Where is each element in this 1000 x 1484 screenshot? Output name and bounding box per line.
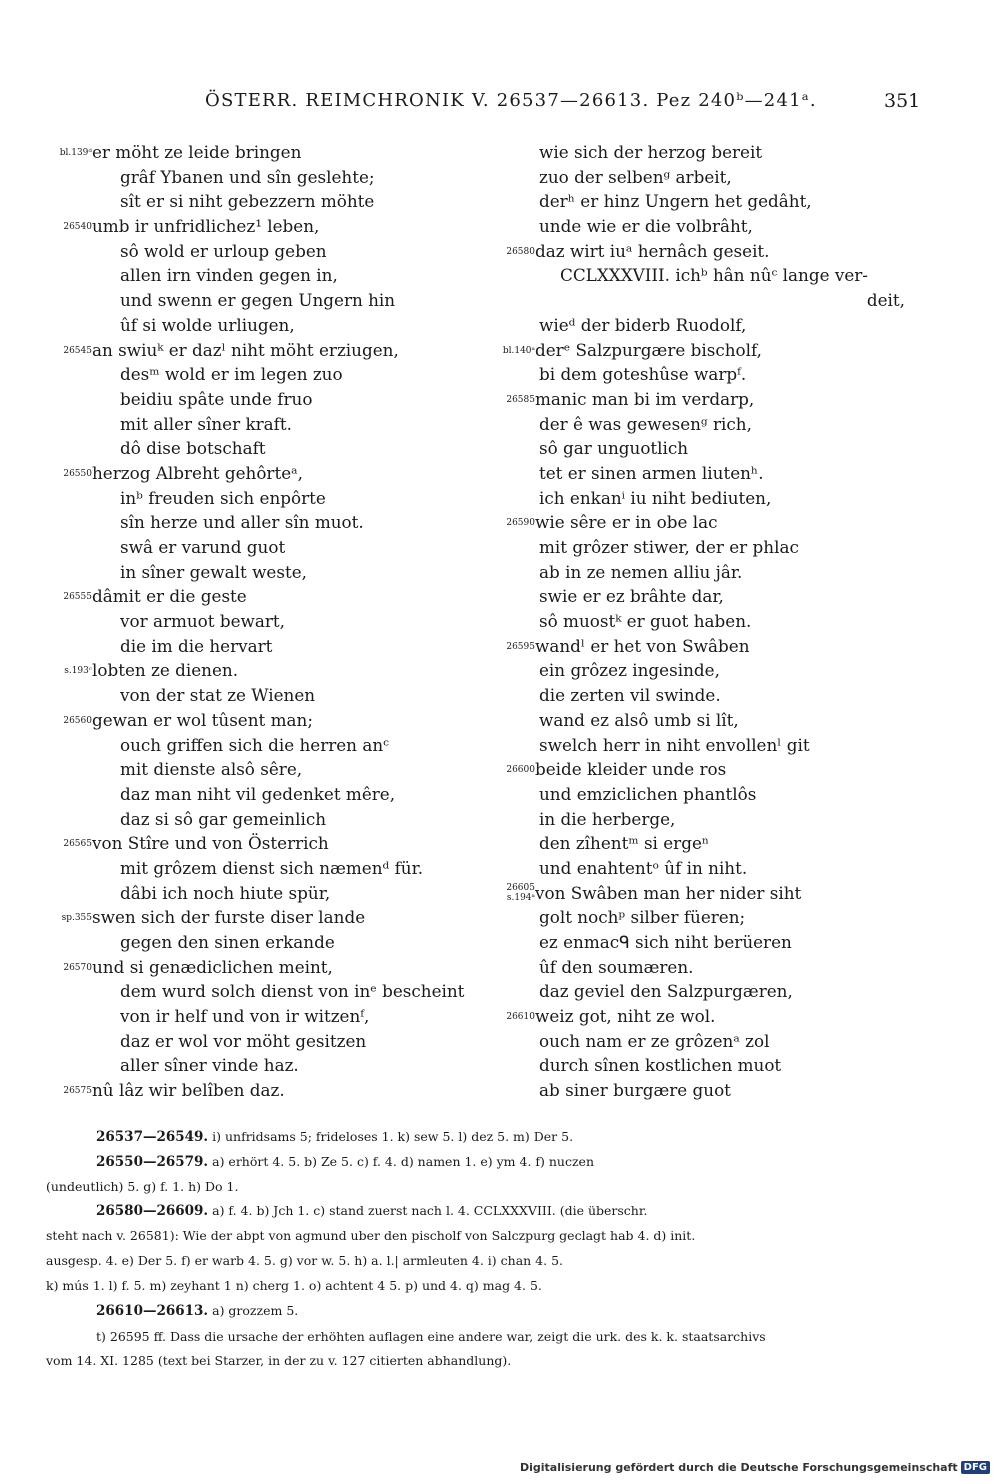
line-marker: sp.355 bbox=[61, 913, 92, 924]
verse-text: derʰ er hinz Ungern het gedâht, bbox=[539, 191, 812, 212]
line-marker: 26550 bbox=[63, 468, 92, 479]
apparatus-line bbox=[46, 1249, 910, 1274]
verse-text: ich enkanⁱ iu niht bediuten, bbox=[539, 487, 772, 508]
verse-line bbox=[30, 535, 480, 560]
verse-text: von der stat ze Wienen bbox=[120, 685, 316, 706]
verse-text: swelch herr in niht envollenˡ git bbox=[539, 734, 810, 755]
verse-line bbox=[495, 214, 925, 239]
verse-line bbox=[495, 288, 925, 313]
verse-text: wand ez alsô umb si lît, bbox=[539, 709, 739, 730]
apparatus-line bbox=[46, 1125, 910, 1150]
verse-text: golt nochᵖ silber füeren; bbox=[539, 907, 746, 928]
verse-text: beidiu spâte unde fruo bbox=[120, 388, 313, 409]
verse-line bbox=[30, 634, 480, 659]
verse-line bbox=[30, 387, 480, 412]
line-marker: 26540 bbox=[63, 222, 92, 233]
verse-text: weiz got, niht ze wol. bbox=[535, 1006, 716, 1027]
verse-text: dâbi ich noch hiute spür, bbox=[120, 882, 331, 903]
verse-text: aller sîner vinde haz. bbox=[120, 1055, 299, 1076]
verse-line bbox=[495, 807, 925, 832]
verse-line bbox=[495, 782, 925, 807]
verse-line bbox=[30, 140, 480, 165]
verse-text: nû lâz wir belîben daz. bbox=[92, 1080, 285, 1101]
verse-line bbox=[495, 387, 925, 412]
verse-line bbox=[495, 486, 925, 511]
apparatus-text: (undeutlich) 5. g) f. 1. h) Do 1. bbox=[46, 1178, 239, 1194]
verse-line bbox=[30, 782, 480, 807]
verse-line bbox=[30, 436, 480, 461]
verse-line bbox=[30, 189, 480, 214]
verse-line bbox=[495, 412, 925, 437]
verse-text: sît er si niht gebezzern möhte bbox=[120, 191, 375, 212]
verse-line bbox=[495, 881, 925, 906]
verse-text: swâ er varund guot bbox=[120, 537, 286, 557]
apparatus-text: ausgesp. 4. e) Der 5. f) er warb 4. 5. g) vor w. 5. h) a. l.| armleuten 4. i) chan 4. 5. bbox=[46, 1252, 563, 1268]
verse-line bbox=[495, 634, 925, 659]
verse-line bbox=[30, 214, 480, 239]
verse-line bbox=[30, 881, 480, 906]
verse-text: manic man bi im verdarp, bbox=[535, 388, 755, 409]
verse-line bbox=[30, 658, 480, 683]
verse-line bbox=[30, 856, 480, 881]
verse-line bbox=[495, 362, 925, 387]
verse-line bbox=[30, 955, 480, 980]
verse-text: ein grôzez ingesinde, bbox=[539, 660, 720, 681]
verse-text: wie sêre er in obe lac bbox=[535, 512, 718, 533]
verse-line bbox=[495, 140, 925, 165]
verse-text: die zerten vil swinde. bbox=[539, 685, 721, 706]
apparatus-text: k) mús 1. l) f. 5. m) zeyhant 1 n) cherg 1. o) achtent 4 5. p) und 4. q) mag 4. 5. bbox=[46, 1277, 542, 1293]
verse-line bbox=[495, 1078, 925, 1103]
line-marker: 26545 bbox=[63, 345, 92, 356]
verse-line bbox=[495, 338, 925, 363]
verse-text: ab siner burgære guot bbox=[539, 1080, 731, 1101]
verse-line bbox=[30, 486, 480, 511]
verse-text: wie sich der herzog bereit bbox=[539, 142, 763, 162]
verse-text: ez enmacᑫ sich niht berüeren bbox=[539, 932, 792, 952]
verse-line bbox=[495, 905, 925, 930]
verse-line bbox=[30, 708, 480, 733]
verse-text: die im die hervart bbox=[120, 635, 273, 656]
verse-line bbox=[30, 263, 480, 288]
verse-text: inᵇ freuden sich enpôrte bbox=[120, 487, 326, 508]
verse-line bbox=[30, 979, 480, 1004]
verse-line bbox=[30, 1078, 480, 1103]
verse-text: grâf Ybanen und sîn geslehte; bbox=[120, 166, 375, 187]
verse-text: deit, bbox=[866, 290, 905, 311]
verse-text: gewan er wol tûsent man; bbox=[92, 709, 313, 730]
verse-line bbox=[30, 733, 480, 758]
apparatus-range: 26537—26549. bbox=[96, 1129, 209, 1145]
page-header bbox=[0, 90, 1000, 118]
verse-line bbox=[30, 807, 480, 832]
verse-line bbox=[30, 757, 480, 782]
verse-text: ûf si wolde urliugen, bbox=[120, 314, 295, 335]
critical-apparatus bbox=[46, 1125, 910, 1323]
apparatus-text: a) erhört 4. 5. b) Ze 5. c) f. 4. d) namen 1. e) ym 4. f) nuczen bbox=[212, 1153, 595, 1169]
verse-text: daz man niht vil gedenket mêre, bbox=[120, 783, 396, 804]
line-marker: bl.140ᵃ bbox=[502, 345, 535, 356]
verse-line bbox=[495, 1029, 925, 1054]
line-marker: 26580 bbox=[506, 246, 535, 257]
apparatus-text: a) grozzem 5. bbox=[212, 1302, 299, 1318]
funding-notice bbox=[520, 1461, 990, 1474]
dfg-logo-icon: DFG bbox=[961, 1461, 990, 1474]
verse-line bbox=[495, 658, 925, 683]
verse-line bbox=[30, 362, 480, 387]
verse-text: von ir helf und von ir witzenᶠ, bbox=[120, 1006, 370, 1027]
verse-text: ouch griffen sich die herren anᶜ bbox=[120, 734, 389, 755]
verse-line bbox=[495, 708, 925, 733]
verse-text: daz wirt iuᵃ hernâch geseit. bbox=[535, 240, 770, 261]
apparatus-line bbox=[46, 1175, 910, 1200]
verse-line bbox=[30, 560, 480, 585]
verse-text: ûf den soumæren. bbox=[539, 956, 694, 977]
verse-line bbox=[495, 165, 925, 190]
verse-line bbox=[495, 436, 925, 461]
apparatus-text: steht nach v. 26581): Wie der abpt von agmund uber den pischolf von Salczpurg geclagt hab 4. d) init. bbox=[46, 1228, 696, 1244]
verse-line bbox=[495, 979, 925, 1004]
verse-text: beide kleider unde ros bbox=[535, 759, 727, 780]
line-marker: 26560 bbox=[63, 715, 92, 726]
verse-line bbox=[30, 930, 480, 955]
verse-line bbox=[30, 510, 480, 535]
verse-text: ouch nam er ze grôzenᵃ zol bbox=[539, 1030, 770, 1051]
verse-line bbox=[30, 1029, 480, 1054]
verse-line bbox=[30, 165, 480, 190]
verse-line bbox=[30, 338, 480, 363]
footnote-line: vom 14. XI. 1285 (text bei Starzer, in der zu v. 127 citierten abhandlung). bbox=[46, 1353, 512, 1368]
verse-line bbox=[30, 288, 480, 313]
verse-line bbox=[30, 412, 480, 437]
verse-text: sîn herze und aller sîn muot. bbox=[120, 512, 364, 533]
verse-text: an swiuᵏ er dazˡ niht möht erziugen, bbox=[92, 339, 399, 360]
verse-text: herzog Albreht gehôrteᵃ, bbox=[92, 462, 303, 483]
verse-text: und emziclichen phantlôs bbox=[539, 783, 757, 804]
verse-text: und si genædiclichen meint, bbox=[92, 956, 333, 977]
apparatus-line bbox=[46, 1224, 910, 1249]
verse-text: sô muostᵏ er guot haben. bbox=[539, 611, 752, 632]
apparatus-range: 26580—26609. bbox=[96, 1203, 209, 1220]
verse-text: mit dienste alsô sêre, bbox=[120, 759, 303, 780]
verse-line bbox=[495, 930, 925, 955]
apparatus-range: 26610—26613. bbox=[96, 1302, 209, 1319]
line-marker: 26555 bbox=[63, 592, 92, 603]
verse-text: daz geviel den Salzpurgæren, bbox=[539, 981, 793, 1002]
verse-text: allen irn vinden gegen in, bbox=[120, 265, 338, 286]
verse-text: von Stîre und von Österrich bbox=[92, 833, 329, 854]
verse-text: umb ir unfridlichez¹ leben, bbox=[92, 216, 320, 237]
verse-line bbox=[495, 955, 925, 980]
verse-text: und enahtentᵒ ûf in niht. bbox=[539, 857, 748, 878]
verse-text: desᵐ wold er im legen zuo bbox=[120, 364, 343, 385]
verse-text: bi dem goteshûse warpᶠ. bbox=[539, 364, 747, 385]
verse-text: gegen den sinen erkande bbox=[120, 932, 335, 952]
verse-text: swie er ez brâhte dar, bbox=[539, 586, 724, 607]
verse-line bbox=[495, 510, 925, 535]
verse-text: der ê was gewesenᵍ rich, bbox=[539, 413, 752, 434]
verse-text: dô dise botschaft bbox=[120, 438, 266, 459]
verse-line bbox=[495, 239, 925, 264]
verse-line bbox=[30, 313, 480, 338]
verse-line bbox=[495, 683, 925, 708]
line-marker: 26610 bbox=[506, 1012, 535, 1023]
verse-line bbox=[30, 1053, 480, 1078]
verse-text: wandˡ er het von Swâben bbox=[535, 635, 750, 656]
verse-line bbox=[495, 733, 925, 758]
verse-line bbox=[30, 584, 480, 609]
verse-line bbox=[495, 313, 925, 338]
verse-text: swen sich der furste diser lande bbox=[92, 907, 366, 928]
verse-line bbox=[495, 189, 925, 214]
apparatus-line bbox=[46, 1150, 910, 1175]
footnote-line: t) 26595 ff. Dass die ursache der erhöhten auflagen eine andere war, zeigt die urk. des k. k. staatsarchivs bbox=[96, 1329, 766, 1344]
verse-text: sô gar unguotlich bbox=[539, 438, 689, 459]
verse-line bbox=[495, 263, 925, 288]
verse-line bbox=[30, 1004, 480, 1029]
line-marker: 26570 bbox=[63, 962, 92, 973]
verse-text: und swenn er gegen Ungern hin bbox=[120, 290, 396, 311]
line-marker: s.193ᶜ bbox=[64, 666, 92, 677]
verse-line bbox=[495, 856, 925, 881]
verse-text: in sîner gewalt weste, bbox=[120, 561, 307, 582]
verse-text: lobten ze dienen. bbox=[92, 660, 239, 681]
verse-text: den zîhentᵐ si ergeⁿ bbox=[539, 833, 710, 854]
line-marker: 26605 s.194ᵃ bbox=[506, 882, 535, 903]
funding-text: Digitalisierung gefördert durch die Deutsche Forschungsgemeinschaft bbox=[519, 1461, 958, 1474]
verse-line bbox=[495, 831, 925, 856]
verse-text: derᵉ Salzpurgære bischolf, bbox=[535, 339, 762, 360]
verse-text: sô wold er urloup geben bbox=[120, 240, 327, 261]
verse-line bbox=[30, 683, 480, 708]
verse-line bbox=[495, 535, 925, 560]
verse-text: mit grôzer stiwer, der er phlac bbox=[539, 537, 799, 557]
running-title: ÖSTERR. REIMCHRONIK V. 26537—26613. Pez 240ᵇ—241ᵃ. bbox=[205, 90, 817, 111]
verse-text: daz si sô gar gemeinlich bbox=[120, 808, 327, 829]
footnote bbox=[46, 1325, 910, 1373]
verse-line bbox=[495, 584, 925, 609]
verse-text: dâmit er die geste bbox=[92, 586, 247, 607]
line-marker: 26585 bbox=[506, 394, 535, 405]
verse-text: dem wurd solch dienst von inᵉ bescheint bbox=[120, 981, 465, 1002]
line-marker: 26590 bbox=[506, 518, 535, 529]
verse-line bbox=[495, 1053, 925, 1078]
verse-text: daz er wol vor möht gesitzen bbox=[120, 1030, 367, 1051]
verse-text: durch sînen kostlichen muot bbox=[539, 1055, 782, 1076]
line-marker: 26575 bbox=[63, 1086, 92, 1097]
left-verse-column bbox=[30, 140, 480, 1103]
verse-line bbox=[495, 757, 925, 782]
apparatus-range: 26550—26579. bbox=[96, 1153, 209, 1170]
verse-line bbox=[495, 1004, 925, 1029]
verse-line bbox=[30, 831, 480, 856]
apparatus-text: a) f. 4. b) Jch 1. c) stand zuerst nach l. 4. CCLXXXVIII. (die überschr. bbox=[212, 1203, 648, 1219]
line-marker: bl.139ᵈ bbox=[59, 148, 92, 158]
verse-line bbox=[495, 560, 925, 585]
verse-text: von Swâben man her nider siht bbox=[535, 882, 802, 903]
verse-text: mit grôzem dienst sich næmenᵈ für. bbox=[120, 857, 424, 878]
right-verse-column bbox=[495, 140, 925, 1103]
page-number: 351 bbox=[884, 90, 921, 112]
verse-text: unde wie er die volbrâht, bbox=[539, 216, 753, 237]
verse-line bbox=[495, 609, 925, 634]
verse-line bbox=[30, 609, 480, 634]
verse-text: ab in ze nemen alliu jâr. bbox=[539, 561, 743, 582]
verse-line bbox=[30, 239, 480, 264]
line-marker: 26600 bbox=[506, 765, 535, 776]
chapter-heading: CCLXXXVIII. ichᵇ hân nûᶜ lange ver- bbox=[560, 265, 868, 286]
verse-line bbox=[30, 905, 480, 930]
verse-text: er möht ze leide bringen bbox=[92, 142, 302, 162]
apparatus-text: i) unfridsams 5; frideloses 1. k) sew 5. l) dez 5. m) Der 5. bbox=[212, 1129, 574, 1144]
verse-text: tet er sinen armen liutenʰ. bbox=[539, 462, 764, 483]
verse-text: vor armuot bewart, bbox=[120, 611, 286, 632]
verse-text: mit aller sîner kraft. bbox=[120, 413, 292, 434]
verse-line bbox=[495, 461, 925, 486]
line-marker: 26595 bbox=[506, 641, 535, 652]
verse-text: zuo der selbenᵍ arbeit, bbox=[539, 166, 732, 187]
verse-line bbox=[30, 461, 480, 486]
apparatus-line bbox=[46, 1274, 910, 1299]
apparatus-line bbox=[46, 1199, 910, 1224]
line-marker: 26565 bbox=[63, 839, 92, 850]
verse-text: wieᵈ der biderb Ruodolf, bbox=[539, 314, 747, 335]
verse-text: in die herberge, bbox=[539, 808, 676, 829]
apparatus-line bbox=[46, 1299, 910, 1324]
